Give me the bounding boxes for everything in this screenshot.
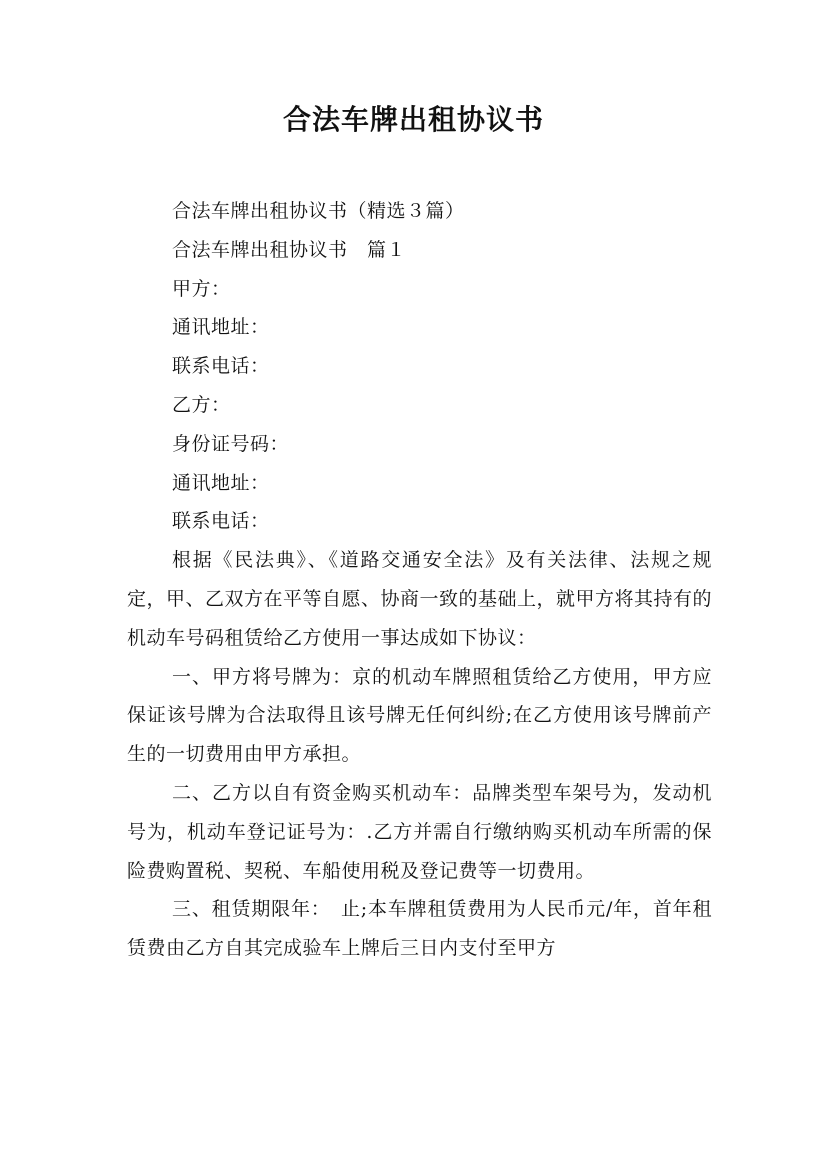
party-a-label: 甲方： xyxy=(172,277,231,300)
party-b-address-label: 通讯地址： xyxy=(172,471,270,494)
document-body xyxy=(127,192,712,968)
section-heading: 合法车牌出租协议书 篇１ xyxy=(172,238,407,261)
party-a-phone-label: 联系电话： xyxy=(172,355,270,378)
document-subtitle: 合法车牌出租协议书（精选３篇） xyxy=(172,200,465,222)
document-title: 合法车牌出租协议书 xyxy=(282,103,544,136)
paragraph-clause-3: 三、租赁期限年： 止;本车牌租赁费用为人民币元/年，首年租赁费由乙方自其完成验车上牌后三日内支付至甲方 xyxy=(127,898,712,960)
party-b-phone-label: 联系电话： xyxy=(172,510,270,533)
paragraph-clause-2: 二、乙方以自有资金购买机动车：品牌类型车架号为，发动机号为，机动车登记证号为：.乙方并需自行缴纳购买机动车所需的保险费购置税、契税、车船使用税及登记费等一切费用。 xyxy=(127,781,712,882)
party-b-label: 乙方： xyxy=(172,393,231,416)
paragraph-clause-1: 一、甲方将号牌为：京的机动车牌照租赁给乙方使用，甲方应保证该号牌为合法取得且该号牌无任何纠纷;在乙方使用该号牌前产生的一切费用由甲方承担。 xyxy=(127,665,712,766)
party-a-address-label: 通讯地址： xyxy=(172,316,270,339)
paragraph-preamble: 根据《民法典》、《道路交通安全法》及有关法律、法规之规定，甲、乙双方在平等自愿、协商一致的基础上，就甲方将其持有的机动车号码租赁给乙方使用一事达成如下协议： xyxy=(127,549,713,649)
party-b-id-label: 身份证号码： xyxy=(172,432,290,455)
